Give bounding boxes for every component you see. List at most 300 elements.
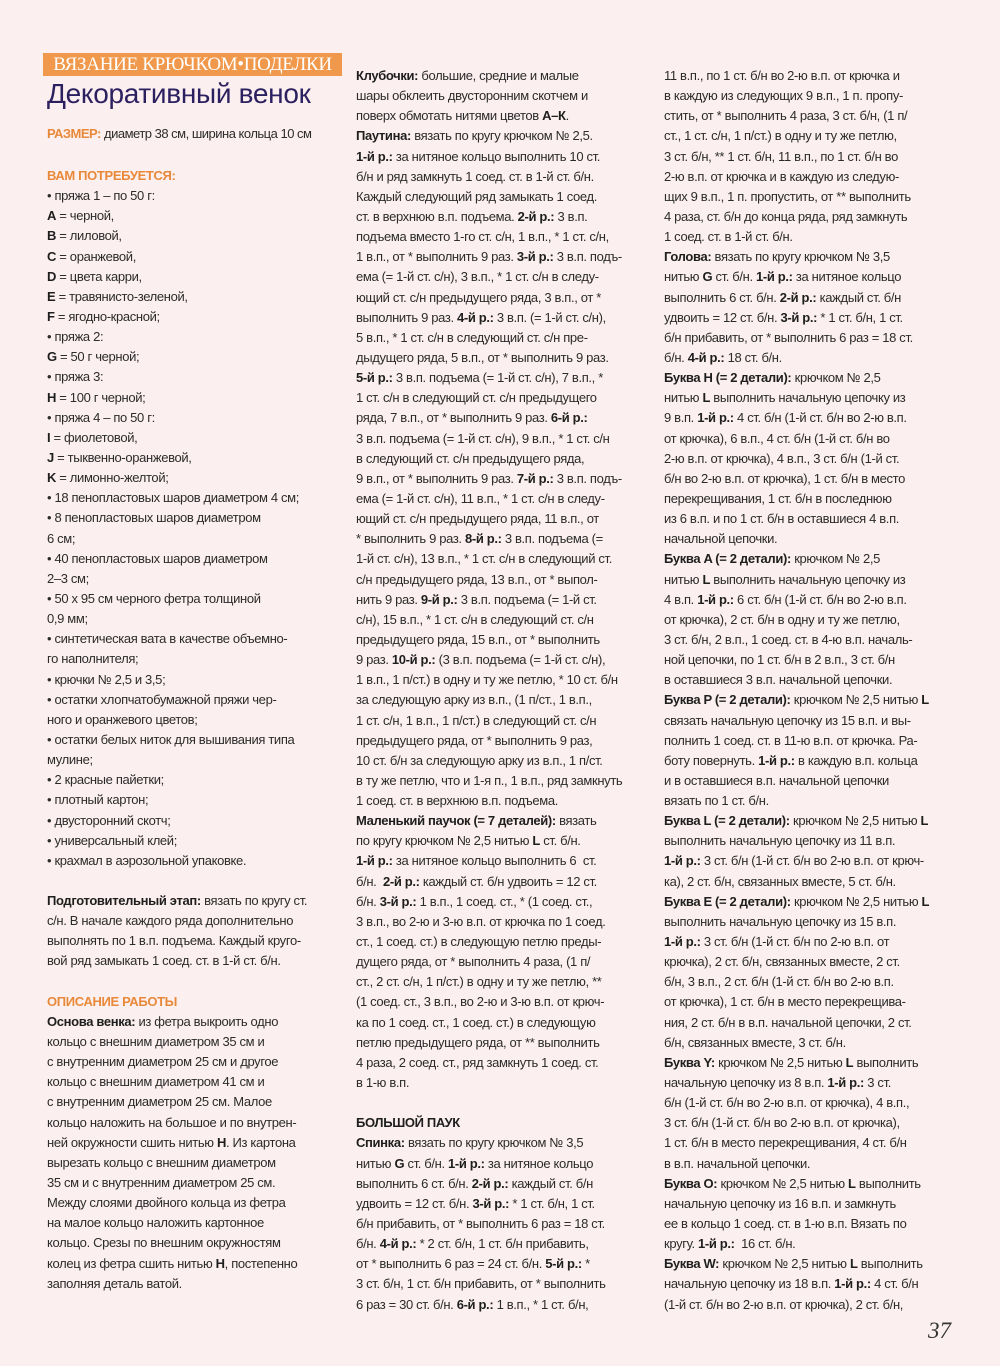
text-line: [356, 1133, 652, 1153]
bold-term: B: [47, 228, 57, 244]
body-text: = оранжевой,: [56, 248, 136, 264]
text-line: [664, 1013, 956, 1033]
text-line: [664, 1254, 956, 1274]
text-line: [664, 992, 956, 1012]
body-text: 3 ст. б/н, 2 в.п., 1 соед. ст. в 4-ю в.п. началь-: [664, 631, 913, 647]
text-line: [664, 86, 956, 106]
text-line: [47, 811, 343, 831]
bold-term: 3-й р.:: [516, 249, 554, 265]
bold-term: 2-й р.:: [517, 208, 555, 224]
body-text: из фетра выкроить одно: [135, 1013, 279, 1029]
body-text: = фиолетовой,: [50, 429, 138, 445]
body-text: крючком № 2,5: [790, 551, 881, 567]
text-line: [356, 630, 652, 650]
bold-term: J: [47, 449, 54, 465]
text-line: [47, 589, 343, 609]
blank-line: [47, 871, 343, 891]
body-text: выполнить 6 ст. б/н.: [356, 1175, 472, 1191]
bold-term: L: [849, 1256, 858, 1272]
text-line: [356, 167, 652, 187]
body-text: б/н (1-й ст. б/н во 2-ю в.п. от крючка), 4 в.п.,: [664, 1095, 910, 1111]
bold-term: 1-й р.:: [356, 148, 393, 164]
text-line: [356, 892, 652, 912]
body-text: • пряжа 4 – по 50 г:: [47, 409, 155, 425]
text-line: [356, 509, 652, 529]
body-text: ка), 2 ст. б/н, связанных вместе, 5 ст. б/н.: [664, 873, 896, 889]
text-line: [356, 86, 652, 106]
body-text: б/н.: [356, 1236, 380, 1252]
text-line: [664, 187, 956, 207]
body-text: кругу.: [664, 1236, 698, 1252]
text-line: [47, 448, 343, 468]
text-line: [356, 288, 652, 308]
body-text: = черной,: [56, 208, 114, 224]
body-text: большие, средние и малые: [418, 68, 579, 83]
bold-term: 4-й р.:: [457, 309, 494, 325]
body-text: ющий ст. с/н предыдущего ряда, 11 в.п., от: [356, 511, 599, 527]
bold-term: Буква E (= 2 детали):: [664, 893, 791, 909]
text-line: [47, 1052, 343, 1072]
text-line: [664, 610, 956, 630]
text-line: [664, 831, 956, 851]
bold-term: 6-й р.:: [550, 410, 588, 426]
body-text: полнить 1 соед. ст. в 11-ю в.п. от крючка. Ра-: [664, 732, 918, 748]
body-text: 3 в.п.: [554, 208, 588, 224]
text-line: [664, 147, 956, 167]
body-text: = 100 г черной;: [56, 389, 146, 405]
text-line: [664, 851, 956, 871]
text-line: [47, 992, 343, 1012]
text-line: [47, 226, 343, 246]
bold-term: 9-й р.:: [420, 591, 458, 607]
text-line: [356, 187, 652, 207]
bold-term: 1-й р.:: [448, 1155, 485, 1171]
text-line: [356, 831, 652, 851]
text-line: [47, 931, 343, 951]
body-text: 5 в.п., * 1 ст. с/н в следующий ст. с/н пре-: [356, 329, 588, 345]
text-line: [664, 328, 956, 348]
text-line: [356, 106, 652, 126]
text-line: [47, 327, 343, 347]
body-text: .: [565, 108, 569, 124]
bold-term: 3-й р.:: [379, 893, 417, 909]
body-text: вязать: [555, 813, 597, 829]
body-text: • 2 красные пайетки;: [47, 772, 164, 788]
text-line: [664, 449, 956, 469]
text-line: [356, 791, 652, 811]
text-line: [47, 670, 343, 690]
body-text: ющий ст. с/н предыдущего ряда, 3 в.п., от *: [356, 289, 601, 305]
body-text: ст., 1 соед. ст.) в следующую петлю преды-: [356, 934, 602, 950]
body-text: 16 ст. б/н.: [734, 1236, 796, 1252]
text-line: [356, 1053, 652, 1073]
text-line: [664, 489, 956, 509]
text-line: [47, 428, 343, 448]
body-text: предыдущего ряда, от * выполнить 9 раз,: [356, 732, 593, 748]
body-text: от * выполнить 6 раз = 24 ст. б/н.: [356, 1256, 546, 1272]
body-text: крючком № 2,5 нитью: [789, 813, 921, 829]
text-line: [47, 851, 343, 871]
bold-term: A: [47, 208, 57, 224]
body-text: • крючки № 2,5 и 3,5;: [47, 671, 166, 687]
body-text: вязать по 1 ст. б/н.: [664, 793, 769, 809]
text-line: [47, 1032, 343, 1052]
body-text: связать начальную цепочку из 15 в.п. и вы-: [664, 712, 911, 728]
bold-term: 1-й р.:: [664, 853, 701, 869]
text-line: [47, 891, 343, 911]
text-line: [664, 932, 956, 952]
body-text: на малое кольцо наложить картонное: [47, 1215, 264, 1231]
text-line: [356, 247, 652, 267]
size-info: [47, 126, 311, 141]
body-text: крючком № 2,5 нитью: [790, 893, 922, 909]
text-line: [356, 207, 652, 227]
text-line: [356, 388, 652, 408]
text-line: [356, 489, 652, 509]
text-line: [356, 1073, 652, 1093]
body-text: • 8 пенопластовых шаров диаметром: [47, 510, 261, 526]
body-text: в следующий ст. с/н предыдущего ряда,: [356, 450, 585, 466]
text-line: [664, 227, 956, 247]
text-line: [47, 1254, 343, 1274]
bold-term: G: [394, 1155, 405, 1171]
text-line: [356, 449, 652, 469]
text-line: [356, 932, 652, 952]
body-text: * выполнить 9 раз.: [356, 531, 465, 547]
bold-term: D: [47, 268, 57, 284]
bold-term: Буква P (= 2 детали):: [664, 692, 791, 708]
body-text: 1 в.п., 1 п/ст.) в одну и ту же петлю, * 10 ст. б/н: [356, 672, 618, 688]
text-line: [356, 408, 652, 428]
bold-term: G: [47, 349, 57, 365]
text-line: [664, 1113, 956, 1133]
text-line: [664, 570, 956, 590]
text-line: [356, 711, 652, 731]
bold-term: 2-й р.:: [382, 873, 420, 889]
body-text: 1 в.п., 1 соед. ст., * (1 соед. ст.,: [416, 893, 593, 909]
body-text: 2-ю в.п. от крючка и в каждую из следую-: [664, 168, 899, 184]
body-text: от крючка), 1 ст. б/н в место перекрещива-: [664, 994, 906, 1010]
bold-term: L: [921, 692, 929, 708]
body-text: от крючка), 2 ст. б/н в одну и ту же петлю,: [664, 611, 900, 627]
body-text: 1 ст. б/н в место перекрещивания, 4 ст. б/н: [664, 1135, 907, 1151]
body-text: кольцо с внешним диаметром 41 см и: [47, 1074, 265, 1090]
body-text: дыдущего ряда, 5 в.п., от * выполнить 9 раз.: [356, 349, 609, 365]
body-text: по кругу крючком № 2,5 нитью: [356, 833, 533, 849]
body-text: 3 в.п. подъема (=: [501, 531, 603, 547]
text-line: [47, 770, 343, 790]
body-text: крючком № 2,5 нитью: [719, 1256, 850, 1272]
body-text: 9 в.п., от * выполнить 9 раз.: [356, 470, 517, 486]
bold-term: 6-й р.:: [456, 1296, 494, 1312]
text-line: [356, 690, 652, 710]
body-text: 11 в.п., по 1 ст. б/н во 2-ю в.п. от крючка и: [664, 68, 900, 83]
bold-term: 8-й р.:: [464, 531, 502, 547]
text-line: [664, 1234, 956, 1254]
body-text: нитью: [664, 390, 703, 406]
text-line: [664, 529, 956, 549]
text-line: [664, 1033, 956, 1053]
body-text: вязать по кругу крючком № 2,5.: [410, 128, 593, 144]
body-text: * 2 ст. б/н, 1 ст. б/н прибавить,: [416, 1236, 589, 1252]
body-text: 1 в.п., * 1 ст. б/н,: [493, 1296, 589, 1312]
body-text: 3 в.п. подъема (= 1-й ст.: [457, 591, 597, 607]
text-line: [356, 1174, 652, 1194]
text-line: [356, 368, 652, 388]
body-text: удвоить = 12 ст. б/н.: [356, 1195, 473, 1211]
text-line: [356, 851, 652, 871]
text-line: [664, 288, 956, 308]
text-line: [47, 1274, 343, 1294]
bold-term: Буква A (= 2 детали):: [664, 551, 791, 567]
body-text: • двусторонний скотч;: [47, 812, 171, 828]
body-text: (1-й ст. б/н во 2-ю в.п. от крючка), 2 ст. б/н,: [664, 1296, 904, 1312]
text-line: [356, 650, 652, 670]
text-line: [47, 831, 343, 851]
body-text: начальную цепочку из 8 в.п.: [664, 1075, 828, 1091]
body-text: шары обклеить двусторонним скотчем и: [356, 88, 588, 104]
body-text: 3 в.п. подъема (= 1-й ст. с/н), 7 в.п., *: [392, 370, 603, 386]
bold-term: 1-й р.:: [758, 752, 795, 768]
text-line: [356, 147, 652, 167]
text-line: [664, 126, 956, 146]
body-text: за нитяное кольцо выполнить 10 ст.: [392, 148, 601, 164]
body-text: го наполнителя;: [47, 651, 139, 667]
bold-term: L: [921, 893, 930, 909]
bold-term: Буква L (= 2 детали):: [664, 813, 790, 829]
body-text: б/н.: [356, 873, 383, 889]
text-line: [664, 267, 956, 287]
bold-term: 1-й р.:: [834, 1276, 871, 1292]
body-text: начальную цепочку из 18 в.п.: [664, 1276, 835, 1292]
body-text: 4 раза, 2 соед. ст., ряд замкнуть 1 соед. ст.: [356, 1054, 599, 1070]
body-text: = ягодно-красной;: [54, 308, 160, 324]
body-text: ст. б/н.: [540, 833, 581, 849]
body-text: выполнить: [853, 1054, 919, 1070]
body-text: 3 ст. б/н, 1 ст. б/н прибавить, от * выполнить: [356, 1276, 606, 1292]
text-line: [356, 992, 652, 1012]
body-text: = лимонно-желтой;: [56, 470, 169, 486]
body-text: стить, от * выполнить 4 раза, 3 ст. б/н, (1 п/: [664, 108, 908, 124]
bold-term: L: [702, 571, 711, 587]
body-text: крючком № 2,5 нитью: [790, 692, 922, 708]
body-text: • пряжа 1 – по 50 г:: [47, 188, 155, 204]
body-text: б/н прибавить, от * выполнить 6 раз = 18 ст.: [356, 1216, 605, 1232]
body-text: 6 см;: [47, 530, 76, 546]
body-text: в ту же петлю, что и 1-я п., 1 в.п., ряд замкнуть: [356, 772, 623, 788]
bold-term: Клубочки:: [356, 68, 419, 83]
bold-term: K: [47, 470, 57, 486]
text-line: [664, 912, 956, 932]
body-text: выполнить начальную цепочку из 11 в.п.: [664, 833, 896, 849]
text-line: [47, 388, 343, 408]
text-line: [664, 972, 956, 992]
body-text: каждый ст. б/н удвоить = 12 ст.: [419, 873, 597, 889]
body-text: крючком № 2,5 нитью: [714, 1054, 846, 1070]
page-number: 37: [928, 1318, 951, 1343]
text-line: [664, 1274, 956, 1294]
body-text: * 1 ст. б/н, 1 ст.: [509, 1195, 595, 1211]
body-text: нитью: [664, 269, 703, 285]
text-line: [47, 1233, 343, 1253]
text-line: [664, 731, 956, 751]
body-text: нитью: [356, 1155, 395, 1171]
text-line: [664, 872, 956, 892]
bold-term: 3-й р.:: [780, 309, 818, 325]
body-text: ния, 2 ст. б/н в в.п. начальной цепочки, 2 ст.: [664, 1014, 912, 1030]
bold-term: H: [215, 1255, 225, 1271]
body-text: 1 ст. с/н в следующий ст. с/н предыдущего: [356, 390, 597, 406]
section-heading: БОЛЬШОЙ ПАУК: [356, 1115, 460, 1131]
body-text: вой ряд замыкать 1 соед. ст. в 1-й ст. б/н.: [47, 953, 281, 969]
body-text: • остатки белых ниток для вышивания типа: [47, 731, 295, 747]
body-text: 35 см и с внутренним диаметром 25 см.: [47, 1175, 276, 1191]
body-text: 4 раза, ст. б/н до конца ряда, ряд замкнуть: [664, 208, 908, 224]
body-text: = тыквенно-оранжевой,: [53, 449, 192, 465]
text-line: [664, 690, 956, 710]
bold-term: L: [702, 390, 711, 406]
bold-term: 5-й р.:: [545, 1256, 582, 1272]
bold-term: Буква O:: [664, 1175, 718, 1191]
body-text: 1 соед. ст. в 1-й ст. б/н.: [664, 229, 793, 245]
text-line: [47, 488, 343, 508]
text-line: [664, 892, 956, 912]
body-text: выполнить: [857, 1256, 923, 1272]
bold-term: Спинка:: [356, 1135, 405, 1151]
bold-term: Голова:: [664, 249, 712, 265]
text-line: [664, 1194, 956, 1214]
body-text: петлю предыдущего ряда, от ** выполнить: [356, 1034, 600, 1050]
text-line: [47, 750, 343, 770]
bold-term: 1-й р.:: [697, 591, 734, 607]
text-line: [356, 751, 652, 771]
text-line: [47, 287, 343, 307]
text-line: [47, 951, 343, 971]
body-text: мулине;: [47, 752, 93, 768]
body-text: вырезать кольцо с внешним диаметром: [47, 1154, 276, 1170]
body-text: 9 в.п.: [664, 410, 698, 426]
text-line: [664, 469, 956, 489]
text-line: [356, 328, 652, 348]
text-line: [664, 1154, 956, 1174]
body-text: * 1 ст. б/н, 1 ст.: [817, 309, 903, 325]
text-line: [356, 952, 652, 972]
body-text: 2–3 см;: [47, 570, 89, 586]
text-line: [356, 1033, 652, 1053]
text-line: [664, 1174, 956, 1194]
body-text: • остатки хлопчатобумажной пряжи чер-: [47, 691, 277, 707]
text-line: [47, 508, 343, 528]
text-line: [664, 1214, 956, 1234]
body-text: выполнить 9 раз.: [356, 309, 457, 325]
body-text: предыдущего ряда, 15 в.п., от * выполнить: [356, 631, 600, 647]
body-text: 3 в.п. (= 1-й ст. с/н),: [493, 309, 606, 325]
bold-term: 3-й р.:: [472, 1195, 510, 1211]
body-text: и в оставшиеся в.п. начальной цепочки: [664, 772, 889, 788]
body-text: из 6 в.п. и по 1 ст. б/н в оставшиеся 4 в.п.: [664, 511, 900, 527]
body-text: за нитяное кольцо выполнить 6 ст.: [392, 853, 597, 869]
body-text: = лиловой,: [56, 228, 122, 244]
text-line: [356, 771, 652, 791]
text-line: [356, 590, 652, 610]
text-line: [356, 872, 652, 892]
text-line: [47, 267, 343, 287]
body-text: • крахмал в аэрозольной упаковке.: [47, 852, 247, 868]
body-text: 3 ст. б/н (1-й ст. б/н во 2-ю в.п. от крюч-: [700, 853, 924, 869]
text-line: [356, 1274, 652, 1294]
body-text: б/н, связанных вместе, 3 ст. б/н.: [664, 1034, 846, 1050]
text-line: [356, 670, 652, 690]
body-text: каждый ст. б/н: [816, 289, 901, 305]
text-line: [664, 388, 956, 408]
body-text: = цвета карри,: [56, 268, 142, 284]
text-line: [664, 106, 956, 126]
text-line: [47, 347, 343, 367]
body-text: крючка), 2 ст. б/н, связанных вместе, 2 ст.: [664, 954, 900, 970]
text-line: [664, 650, 956, 670]
size-value: диаметр 38 см, ширина кольца 10 см: [100, 126, 312, 141]
body-text: поверх обмотать нитями цветов: [356, 108, 543, 124]
body-text: • синтетическая вата в качестве объемно-: [47, 631, 288, 647]
text-line: [356, 549, 652, 569]
body-text: 3 в.п. подъ-: [553, 249, 622, 265]
text-line: [47, 1213, 343, 1233]
body-text: ряда, 7 в.п., от * выполнить 9 раз.: [356, 410, 551, 426]
text-line: [356, 1154, 652, 1174]
body-text: в оставшиеся 3 в.п. начальной цепочки.: [664, 672, 893, 688]
text-line: [664, 167, 956, 187]
bold-term: 5-й р.:: [356, 370, 393, 386]
text-line: [47, 1153, 343, 1173]
text-line: [47, 1092, 343, 1112]
text-line: [47, 730, 343, 750]
body-text: • 50 х 95 см черного фетра толщиной: [47, 590, 261, 606]
section-heading: ОПИСАНИЕ РАБОТЫ: [47, 993, 178, 1009]
bold-term: Маленький паучок (= 7 деталей):: [356, 813, 556, 829]
body-text: 3 ст. б/н (1-й ст. б/н во 2-ю в.п. от крючка),: [664, 1115, 900, 1131]
body-text: ст. б/н.: [712, 269, 757, 285]
body-text: перекрещивания, 1 ст. б/н в последнюю: [664, 490, 892, 506]
bold-term: Основа венка:: [47, 1013, 136, 1029]
body-text: колец из фетра сшить нитью: [47, 1255, 216, 1271]
text-line: [664, 509, 956, 529]
text-line: [47, 1113, 343, 1133]
text-line: [664, 1053, 956, 1073]
column-3: [664, 66, 956, 1315]
body-text: ка по 1 соед. ст., 1 соед. ст.) в следующую: [356, 1014, 596, 1030]
body-text: 4 ст. б/н (1-й ст. б/н во 2-ю в.п.: [733, 410, 907, 426]
body-text: вязать по кругу крючком № 3,5: [404, 1135, 584, 1151]
text-line: [47, 1133, 343, 1153]
body-text: ема (= 1-й ст. с/н), 3 в.п., * 1 ст. с/н в следу-: [356, 269, 599, 285]
text-line: [47, 609, 343, 629]
body-text: 1-й ст. с/н), 13 в.п., * 1 ст. с/н в следующий ст.: [356, 551, 612, 567]
body-text: кольцо с внешним диаметром 35 см и: [47, 1034, 265, 1050]
text-line: [356, 912, 652, 932]
body-text: 1 в.п., от * выполнить 9 раз.: [356, 249, 517, 265]
bold-term: 1-й р.:: [664, 934, 701, 950]
text-line: [664, 1295, 956, 1315]
text-line: [356, 1254, 652, 1274]
body-text: с внутренним диаметром 25 см и другое: [47, 1054, 279, 1070]
body-text: с/н. В начале каждого ряда дополнительно: [47, 913, 294, 929]
bold-term: 1-й р.:: [698, 1236, 735, 1252]
bold-term: L: [532, 833, 540, 849]
text-line: [356, 610, 652, 630]
body-text: выполнять по 1 в.п. подъема. Каждый круго-: [47, 933, 301, 949]
body-text: с внутренним диаметром 25 см. Малое: [47, 1094, 272, 1110]
body-text: с/н), 15 в.п., * 1 ст. с/н в следующий ст. с/н: [356, 611, 594, 627]
